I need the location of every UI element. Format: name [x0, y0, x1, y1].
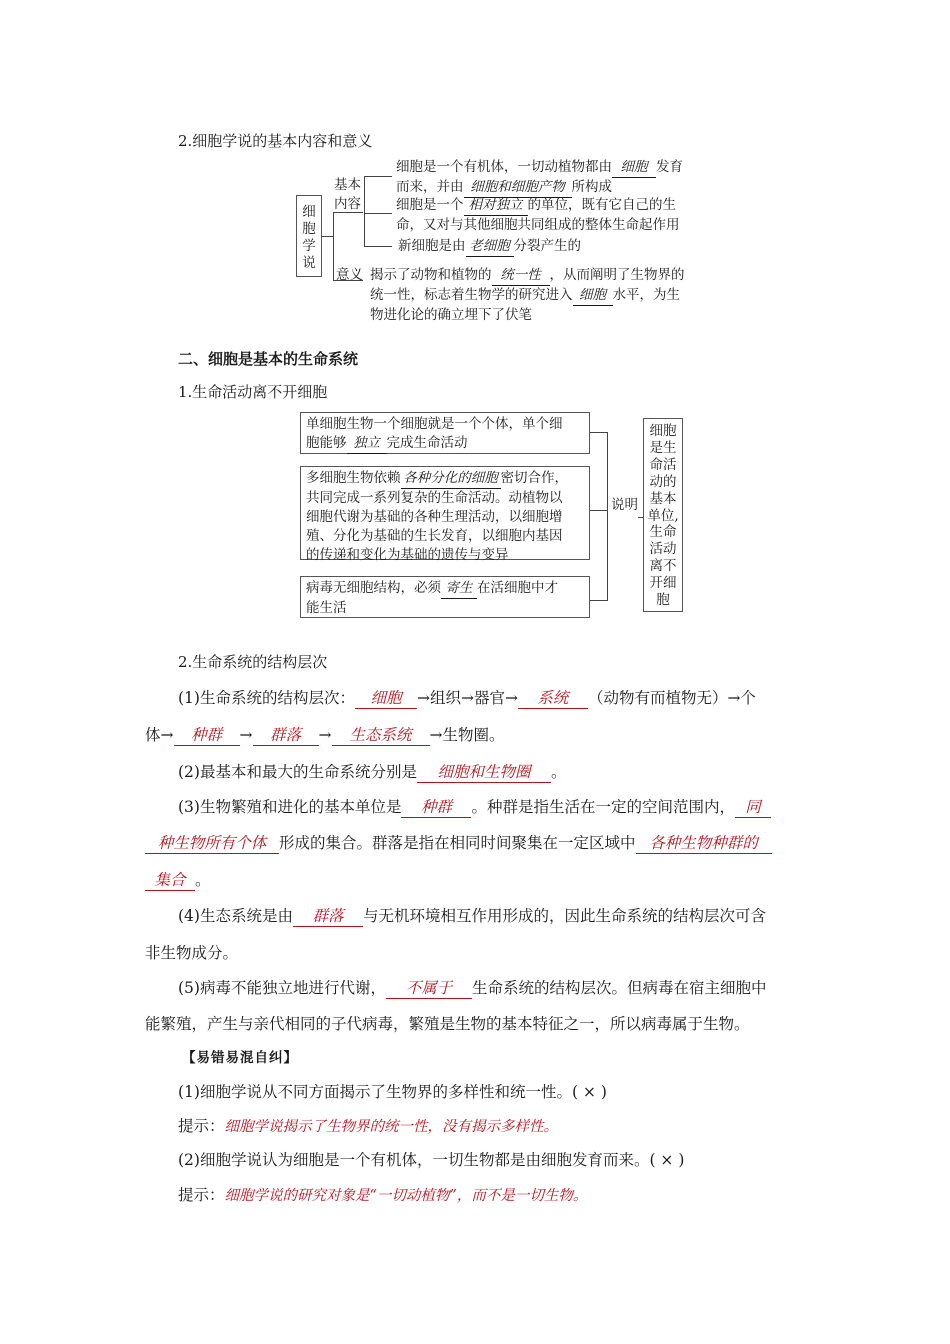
answer-blank: 种群	[401, 795, 471, 818]
root-char: 细	[302, 204, 316, 220]
paragraph-1-line-2: 体→ 种群 → 群落 → 生态系统 →生物圈。	[145, 723, 505, 746]
conclusion-line: 单位,	[647, 507, 679, 524]
answer-blank: 细胞	[355, 686, 417, 709]
subheading-life-activity: 1.生命活动离不开细胞	[178, 383, 328, 401]
answer-blank: 统一性	[492, 266, 550, 286]
answer-blank: 各种分化的细胞	[401, 469, 501, 489]
content-item-1: 细胞是一个有机体，一切动植物都由 细胞 发育 而来，并由 细胞和细胞产物 所构成	[396, 158, 683, 198]
connector	[364, 246, 392, 247]
label-line: 内容	[334, 196, 361, 212]
conclusion-line: 是生	[649, 439, 677, 456]
hint-answer: 细胞学说的研究对象是“一切动植物”，而不是一切生物。	[224, 1188, 588, 1204]
answer-blank: 生态系统	[332, 723, 430, 746]
answer-blank: 同	[735, 795, 771, 818]
unicellular-box: 单细胞生物一个细胞就是一个个体，单个细 胞能够 独立 完成生命活动	[300, 412, 590, 454]
root-char: 学	[302, 238, 316, 254]
meaning-content: 揭示了动物和植物的 统一性 ，从而阐明了生物界的 统一性，标志着生物学的研究进入 细胞 水平，为生 物进化论的确立埋下了伏笔	[370, 267, 685, 323]
conclusion-line: 开细	[649, 575, 677, 592]
error-correction-title: 【易错易混自纠】	[182, 1050, 298, 1066]
root-char: 胞	[302, 221, 316, 237]
root-char: 说	[302, 255, 316, 271]
section-heading-cell-theory: 2.细胞学说的基本内容和意义	[178, 132, 373, 150]
section-title-life-system: 二、细胞是基本的生命系统	[178, 350, 359, 368]
answer-blank: 细胞和生物圈	[417, 760, 551, 783]
answer-blank: 独立	[347, 434, 387, 454]
connector	[590, 432, 608, 433]
hint-label: 提示：	[178, 1186, 225, 1204]
virus-box: 病毒无细胞结构，必须 寄生 在活细胞中才 能生活	[300, 576, 590, 618]
answer-blank: 集合	[145, 868, 195, 891]
answer-blank: 细胞	[573, 286, 613, 306]
content-item-3: 新细胞是由 老细胞 分裂产生的	[398, 237, 581, 257]
paragraph-2: (2)最基本和最大的生命系统分别是 细胞和生物圈 。	[178, 760, 566, 783]
answer-blank: 种群	[174, 723, 240, 746]
multicellular-box: 多细胞生物依赖 各种分化的细胞 密切合作， 共同完成一系列复杂的生命活动。动植物以 细胞代谢为基础的各种生理活动，以细胞增 殖、分化为基础的生长发育，以细胞内基因 的传递和变化为基础的遗传与变异	[300, 466, 590, 560]
answer-blank: 系统	[518, 686, 588, 709]
conclusion-line: 活动	[649, 541, 677, 558]
question-2: (2)细胞学说认为细胞是一个有机体，一切生物都是由细胞发育而来。( × )	[178, 1151, 685, 1169]
answer-blank: 群落	[293, 904, 363, 927]
connector	[364, 176, 392, 177]
hint-label: 提示：	[178, 1117, 225, 1135]
conclusion-line: 动的	[649, 473, 677, 490]
basic-content-label	[334, 176, 361, 214]
content-item-2: 细胞是一个 相对独立 的单位，既有它自己的生 命，又对与其他细胞共同组成的整体生命起作用	[396, 197, 680, 233]
answer-blank: 细胞和细胞产物	[464, 178, 572, 198]
bracket-line	[364, 176, 365, 247]
meaning-label: 意义	[336, 267, 363, 283]
connector	[590, 600, 608, 601]
explain-label: 说明	[611, 497, 638, 513]
label-line: 基本	[334, 177, 361, 193]
hint-answer: 细胞学说揭示了生物界的统一性，没有揭示多样性。	[224, 1119, 559, 1135]
answer-blank: 种生物所有个体	[145, 831, 279, 854]
subheading-structure-levels: 2.生命系统的结构层次	[178, 653, 328, 671]
question-1: (1)细胞学说从不同方面揭示了生物界的多样性和统一性。( × )	[178, 1083, 607, 1101]
answer-blank: 细胞	[612, 158, 656, 178]
paragraph-5-line-2: 能繁殖，产生与亲代相同的子代病毒，繁殖是生物的基本特征之一，所以病毒属于生物。	[145, 1015, 750, 1033]
bracket-line	[333, 212, 334, 280]
answer-blank: 群落	[253, 723, 319, 746]
answer-blank: 老细胞	[466, 237, 514, 257]
answer-blank: 各种生物种群的	[636, 831, 772, 854]
answer-blank: 相对独立	[464, 196, 528, 216]
hint-1	[178, 1114, 558, 1136]
conclusion-line: 细胞	[649, 423, 677, 439]
conclusion-box	[643, 418, 683, 612]
conclusion-line: 基本	[649, 490, 677, 507]
answer-blank: 寄生	[441, 579, 477, 599]
paragraph-4-line-1: (4)生态系统是由 群落 与无机环境相互作用形成的，因此生命系统的结构层次可含	[178, 904, 766, 927]
hint-2	[178, 1183, 587, 1205]
paragraph-4-line-2: 非生物成分。	[145, 944, 239, 962]
paragraph-3-line-1: (3)生物繁殖和进化的基本单位是 种群 。种群是指生活在一定的空间范围内， 同	[178, 795, 771, 818]
conclusion-line: 离不	[649, 558, 677, 575]
bracket-line	[607, 432, 608, 601]
connector	[590, 510, 608, 511]
paragraph-3-line-2: 种生物所有个体 形成的集合。群落是指在相同时间聚集在一定区域中 各种生物种群的	[145, 831, 772, 854]
paragraph-3-line-3: 集合 。	[145, 868, 211, 891]
conclusion-line: 生命	[649, 524, 677, 541]
conclusion-line: 胞	[656, 592, 670, 609]
connector	[364, 213, 392, 214]
paragraph-1-line-1: (1)生命系统的结构层次： 细胞 →组织→器官→ 系统 （动物有而植物无）→个	[178, 686, 756, 709]
conclusion-line: 命活	[649, 456, 677, 473]
answer-blank: 不属于	[386, 976, 472, 999]
root-label-cell-theory	[296, 195, 322, 277]
paragraph-5-line-1: (5)病毒不能独立地进行代谢， 不属于 生命系统的结构层次。但病毒在宿主细胞中	[178, 976, 766, 999]
